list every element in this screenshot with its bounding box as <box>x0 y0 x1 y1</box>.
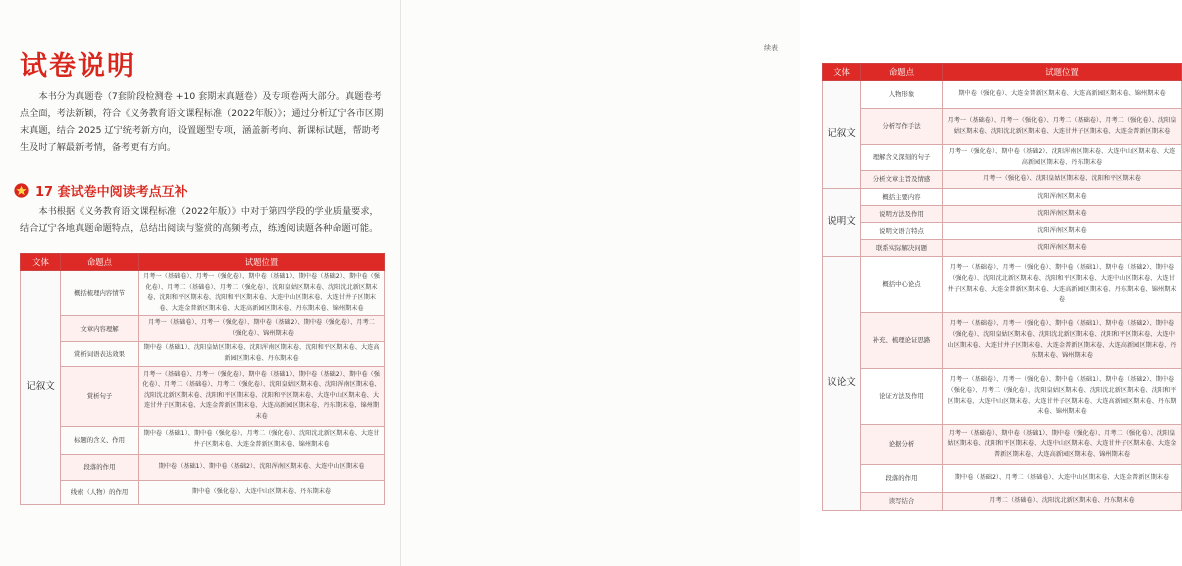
point-cell: 分析文章主旨及情感 <box>861 171 943 189</box>
position-cell: 期中卷（基础2）、月考二（基础卷）、大连中山区期末卷、大连金普新区期末卷 <box>943 465 1182 493</box>
table-row <box>823 369 1182 425</box>
point-cell: 概括梳理内容情节 <box>61 271 139 316</box>
position-cell: 月考一（基础卷）、月考一（强化卷）、月考二（基础卷）、月考二（强化卷）、沈阳皇姑区期末卷、沈阳沈北新区期末卷、大连甘井子区期末卷、大连金普新区期末卷 <box>943 109 1182 145</box>
point-cell: 赏析词语表达效果 <box>61 342 139 366</box>
position-cell: 月考一（基础卷）、月考一（强化卷）、期中卷（基础2）、期中卷（强化卷）、月考二（强化卷）、锦州期末卷 <box>139 316 385 342</box>
reading-points-table-continued <box>822 63 1182 511</box>
table-row <box>21 316 385 342</box>
continued-label: 续表 <box>764 44 778 52</box>
header-point: 命题点 <box>61 254 139 271</box>
point-cell: 分析写作手法 <box>861 109 943 145</box>
table-row <box>21 271 385 316</box>
point-cell: 概括中心论点 <box>861 257 943 313</box>
table-row <box>823 240 1182 257</box>
genre-cell: 记叙文 <box>21 271 61 505</box>
table-row <box>823 465 1182 493</box>
table-row <box>823 223 1182 240</box>
position-cell: 期中卷（强化卷）、大连金普新区期末卷、大连高新园区期末卷、锦州期末卷 <box>943 81 1182 109</box>
position-cell: 月考二（基础卷）、沈阳沈北新区期末卷、丹东期末卷 <box>943 493 1182 511</box>
position-cell: 期中卷（基础1）、期中卷（基础2）、沈阳浑南区期末卷、大连中山区期末卷 <box>139 454 385 480</box>
point-cell: 线索（人物）的作用 <box>61 480 139 504</box>
table-row <box>21 366 385 426</box>
position-cell: 期中卷（基础1）、期中卷（强化卷）、月考二（强化卷）、沈阳沈北新区期末卷、大连甘井子区期末卷、大连金普新区期末卷、锦州期末卷 <box>139 426 385 454</box>
table-row <box>823 313 1182 369</box>
section-title: 17 套试卷中阅读考点互补 <box>35 185 188 200</box>
header-genre: 文体 <box>823 64 861 81</box>
position-cell: 沈阳浑南区期末卷 <box>943 223 1182 240</box>
position-cell: 月考一（基础卷）、月考一（强化卷）、期中卷（基础1）、期中卷（基础2）、期中卷（强化卷）、月考二（强化卷）、沈阳皇姑区期末卷、沈阳沈北新区期末卷、沈阳和平区期末卷、大连中山区期末卷、大连甘井子区期末卷、大连高新园区期末卷、丹东期末卷、锦州期末卷 <box>943 369 1182 425</box>
point-cell: 段落的作用 <box>861 465 943 493</box>
position-cell: 月考一（强化卷）、期中卷（基础2）、沈阳浑南区期末卷、大连中山区期末卷、大连高新园区期末卷、丹东期末卷 <box>943 145 1182 171</box>
header-position: 试题位置 <box>139 254 385 271</box>
point-cell: 理解含义深刻的句子 <box>861 145 943 171</box>
genre-cell: 议论文 <box>823 257 861 511</box>
reading-points-table <box>20 253 385 505</box>
table-row <box>21 426 385 454</box>
page-title: 试卷说明 <box>20 51 136 82</box>
table-row <box>823 145 1182 171</box>
left-page <box>0 0 400 566</box>
right-page <box>400 0 1177 566</box>
position-cell: 月考一（基础卷）、月考一（强化卷）、期中卷（基础1）、期中卷（基础2）、期中卷（强化卷）、月考二（基础卷）、月考二（强化卷）、沈阳皇姑区期末卷、沈阳沈北新区期末卷、沈阳和平区期末卷、沈阳和平区期末卷、大连中山区期末卷、大连甘井子区期末卷、大连金普新区期末卷、大连高新园区期末卷、丹东期末卷、锦州期末卷 <box>139 271 385 316</box>
position-cell: 沈阳浑南区期末卷 <box>943 240 1182 257</box>
position-cell: 月考一（基础卷）、月考一（强化卷）、期中卷（基础1）、期中卷（基础2）、期中卷（强化卷）、沈阳沈北新区期末卷、沈阳和平区期末卷、大连中山区期末卷、大连甘井子区期末卷、大连金普新区期末卷、大连高新园区期末卷、丹东期末卷、锦州期末卷 <box>943 257 1182 313</box>
point-cell: 人物形象 <box>861 81 943 109</box>
header-point: 命题点 <box>861 64 943 81</box>
point-cell: 文章内容理解 <box>61 316 139 342</box>
section-paragraph: 本书根据《义务教育语文课程标准（2022年版）》中对于第四学段的学业质量要求，结合辽宁各地真题命题特点，总结出阅读与鉴赏的高频考点，练透阅读题各种命题可能。 <box>20 206 379 234</box>
table-row <box>823 189 1182 206</box>
table-row <box>823 493 1182 511</box>
table-row <box>823 206 1182 223</box>
point-cell: 标题的含义、作用 <box>61 426 139 454</box>
position-cell: 月考一（基础卷）、月考一（强化卷）、期中卷（基础1）、期中卷（基础2）、期中卷（强化卷）、沈阳皇姑区期末卷、沈阳沈北新区期末卷、沈阳和平区期末卷、大连中山区期末卷、大连甘井子区期末卷、大连金普新区期末卷、大连高新园区期末卷、丹东期末卷、锦州期末卷 <box>943 313 1182 369</box>
point-cell: 说明方法及作用 <box>861 206 943 223</box>
position-cell: 月考一（强化卷）、沈阳皇姑区期末卷、沈阳和平区期末卷 <box>943 171 1182 189</box>
point-cell: 概括主要内容 <box>861 189 943 206</box>
position-cell: 月考一（基础卷）、期中卷（基础1）、期中卷（强化卷）、月考二（强化卷）、沈阳皇姑区期末卷、沈阳和平区期末卷、大连中山区期末卷、大连甘井子区期末卷、大连金普新区期末卷、大连高新园区期末卷、锦州期末卷 <box>943 425 1182 465</box>
intro-paragraph: 本书分为真题卷（7套阶段检测卷 +10 套期末真题卷）及专项卷两大部分。真题卷考点全面，考法新颖，符合《义务教育语文课程标准（2022年版）》；通过分析辽宁各市区期末真题，结合 2025 辽宁统考新方向，设置题型专项，涵盖新考向、新课标试题，帮助考生及时了解最新考情，备考更有方向。 <box>20 91 384 153</box>
position-cell: 月考一（基础卷）、月考一（强化卷）、期中卷（基础1）、期中卷（基础2）、期中卷（强化卷）、月考二（基础卷）、月考二（强化卷）、沈阳皇姑区期末卷、沈阳浑南区期末卷、沈阳沈北新区期末卷、沈阳和平区期末卷、沈阳和平区期末卷、大连中山区期末卷、大连甘井子区期末卷、大连金普新区期末卷、大连高新园区期末卷、丹东期末卷、锦州期末卷 <box>139 366 385 426</box>
table-row <box>823 81 1182 109</box>
point-cell: 读写结合 <box>861 493 943 511</box>
star-icon <box>14 183 29 198</box>
section-heading <box>14 181 188 200</box>
position-cell: 沈阳浑南区期末卷 <box>943 189 1182 206</box>
genre-cell: 记叙文 <box>823 81 861 189</box>
position-cell: 期中卷（基础1）、沈阳皇姑区期末卷、沈阳浑南区期末卷、沈阳和平区期末卷、大连高新园区期末卷、丹东期末卷 <box>139 342 385 366</box>
table-row <box>21 480 385 504</box>
table-row <box>823 425 1182 465</box>
header-genre: 文体 <box>21 254 61 271</box>
table-row <box>21 342 385 366</box>
table-row <box>823 257 1182 313</box>
position-cell: 期中卷（强化卷）、大连中山区期末卷、丹东期末卷 <box>139 480 385 504</box>
table-row <box>823 109 1182 145</box>
point-cell: 赏析句子 <box>61 366 139 426</box>
point-cell: 说明文语言特点 <box>861 223 943 240</box>
table-row <box>21 454 385 480</box>
point-cell: 补充、梳理论证思路 <box>861 313 943 369</box>
genre-cell: 说明文 <box>823 189 861 257</box>
point-cell: 论据分析 <box>861 425 943 465</box>
position-cell: 沈阳浑南区期末卷 <box>943 206 1182 223</box>
table-row <box>823 171 1182 189</box>
point-cell: 论证方法及作用 <box>861 369 943 425</box>
point-cell: 联系实际解决问题 <box>861 240 943 257</box>
point-cell: 段落的作用 <box>61 454 139 480</box>
header-position: 试题位置 <box>943 64 1182 81</box>
